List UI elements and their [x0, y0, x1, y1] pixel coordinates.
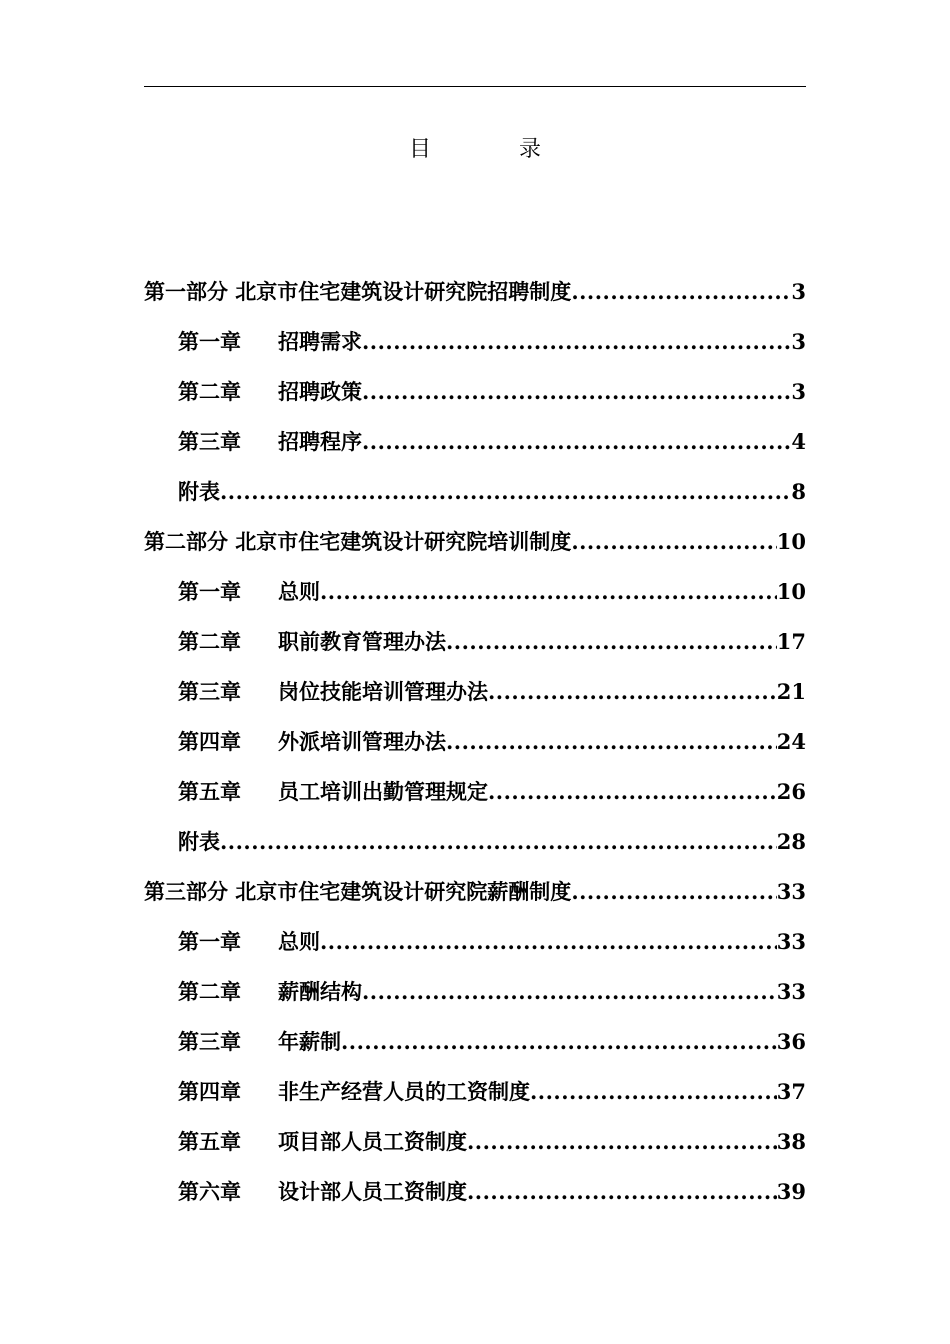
- toc-dot-leader: [220, 478, 791, 506]
- toc-title-left: 目: [408, 137, 431, 162]
- toc-page-number: 3: [791, 279, 806, 304]
- toc-dot-leader: [467, 1128, 777, 1156]
- toc-dot-leader: [488, 778, 777, 806]
- toc-dot-leader: [571, 878, 776, 906]
- toc-chapter-number: 第一章: [178, 329, 241, 354]
- toc-part-entry[interactable]: [144, 506, 806, 556]
- toc-dot-leader: [320, 928, 777, 956]
- toc-entry-label: [178, 728, 446, 756]
- toc-chapter-number: 第六章: [178, 1179, 241, 1204]
- toc-title: [0, 136, 950, 164]
- toc-entry-text: 总则: [278, 579, 320, 604]
- toc-chapter-entry[interactable]: [144, 1106, 806, 1156]
- toc-chapter-number: 第二章: [178, 629, 241, 654]
- toc-dot-leader: [571, 528, 776, 556]
- toc-chapter-number: 第三章: [178, 429, 241, 454]
- toc-page-number: 33: [776, 879, 806, 904]
- toc-chapter-number: 第四章: [178, 729, 241, 754]
- toc-page-number: 33: [776, 979, 806, 1004]
- toc-entry-label: [178, 678, 488, 706]
- toc-title-right: 录: [519, 137, 542, 162]
- toc-page-number: 10: [776, 579, 806, 604]
- toc-chapter-number: 第二章: [178, 379, 241, 404]
- toc-entry-text: 附表: [178, 829, 220, 854]
- toc-page-number: 3: [791, 379, 806, 404]
- toc-entry-text: 第一部分 北京市住宅建筑设计研究院招聘制度: [144, 279, 572, 304]
- toc-part-entry[interactable]: [144, 856, 806, 906]
- toc-dot-leader: [530, 1078, 777, 1106]
- toc-chapter-entry[interactable]: [144, 956, 806, 1006]
- toc-page-number: 37: [776, 1079, 806, 1104]
- toc-page-number: 36: [776, 1029, 806, 1054]
- toc-entry-label: [178, 628, 446, 656]
- toc-entry-text: 年薪制: [278, 1029, 341, 1054]
- toc-page-number: 17: [776, 629, 806, 654]
- toc-dot-leader: [320, 578, 777, 606]
- toc-dot-leader: [488, 678, 777, 706]
- toc-entry-label: [144, 528, 571, 556]
- toc-dot-leader: [362, 378, 791, 406]
- toc-page-number: 28: [776, 829, 806, 854]
- toc-entry-text: 岗位技能培训管理办法: [278, 679, 488, 704]
- toc-page-number: 24: [776, 729, 806, 754]
- toc-entry-label: [178, 828, 220, 856]
- toc-entry-text: 员工培训出勤管理规定: [278, 779, 488, 804]
- toc-entry-label: [178, 478, 220, 506]
- toc-dot-leader: [446, 628, 777, 656]
- toc-chapter-number: 第三章: [178, 1029, 241, 1054]
- toc-entry-label: [178, 1128, 467, 1156]
- toc-dot-leader: [220, 828, 777, 856]
- toc-chapter-entry[interactable]: [144, 356, 806, 406]
- toc-chapter-entry[interactable]: [144, 906, 806, 956]
- toc-part-entry[interactable]: [144, 256, 806, 306]
- toc-page-number: 33: [776, 929, 806, 954]
- toc-chapter-number: 第一章: [178, 579, 241, 604]
- toc-entry-label: [178, 1028, 341, 1056]
- toc-chapter-number: 第三章: [178, 679, 241, 704]
- toc-page-number: 21: [776, 679, 806, 704]
- toc-entry-text: 总则: [278, 929, 320, 954]
- toc-dot-leader: [362, 428, 791, 456]
- toc-chapter-number: 第五章: [178, 1129, 241, 1154]
- toc-entry-label: [178, 1078, 530, 1106]
- toc-entry-text: 设计部人员工资制度: [278, 1179, 467, 1204]
- toc-dot-leader: [467, 1178, 777, 1206]
- toc-dot-leader: [362, 328, 791, 356]
- toc-page-number: 26: [776, 779, 806, 804]
- toc-entry-label: [178, 428, 362, 456]
- toc-chapter-entry[interactable]: [144, 606, 806, 656]
- toc-entry-label: [178, 1178, 467, 1206]
- toc-entry-label: [178, 928, 320, 956]
- toc-chapter-entry[interactable]: [144, 306, 806, 356]
- toc-chapter-number: 第四章: [178, 1079, 241, 1104]
- toc-page-number: 10: [776, 529, 806, 554]
- toc-chapter-entry[interactable]: [144, 806, 806, 856]
- toc-entry-label: [178, 578, 320, 606]
- toc-entry-label: [144, 878, 571, 906]
- toc-dot-leader: [341, 1028, 777, 1056]
- toc-page-number: 3: [791, 329, 806, 354]
- toc-chapter-entry[interactable]: [144, 1156, 806, 1206]
- toc-chapter-entry[interactable]: [144, 1006, 806, 1056]
- toc-chapter-entry[interactable]: [144, 706, 806, 756]
- toc-chapter-number: 第一章: [178, 929, 241, 954]
- toc-chapter-entry[interactable]: [144, 406, 806, 456]
- toc-dot-leader: [362, 978, 777, 1006]
- toc-chapter-number: 第二章: [178, 979, 241, 1004]
- toc-entry-label: [178, 778, 488, 806]
- toc-chapter-entry[interactable]: [144, 456, 806, 506]
- toc-page-number: 4: [791, 429, 806, 454]
- toc-chapter-entry[interactable]: [144, 556, 806, 606]
- toc-entry-text: 第三部分 北京市住宅建筑设计研究院薪酬制度: [144, 879, 572, 904]
- toc-entry-label: [178, 328, 362, 356]
- toc-dot-leader: [571, 278, 791, 306]
- toc-entry-label: [144, 278, 571, 306]
- toc-entry-text: 项目部人员工资制度: [278, 1129, 467, 1154]
- toc-entry-label: [178, 378, 362, 406]
- toc-chapter-entry[interactable]: [144, 656, 806, 706]
- toc-list: [144, 256, 806, 1206]
- toc-entry-text: 非生产经营人员的工资制度: [278, 1079, 530, 1104]
- toc-page-number: 8: [791, 479, 806, 504]
- header-rule: [144, 86, 806, 87]
- toc-entry-text: 外派培训管理办法: [278, 729, 446, 754]
- toc-chapter-number: 第五章: [178, 779, 241, 804]
- toc-entry-text: 职前教育管理办法: [278, 629, 446, 654]
- toc-entry-text: 招聘程序: [278, 429, 362, 454]
- toc-chapter-entry[interactable]: [144, 756, 806, 806]
- toc-chapter-entry[interactable]: [144, 1056, 806, 1106]
- toc-entry-label: [178, 978, 362, 1006]
- toc-entry-text: 第二部分 北京市住宅建筑设计研究院培训制度: [144, 529, 572, 554]
- toc-entry-text: 招聘需求: [278, 329, 362, 354]
- toc-entry-text: 附表: [178, 479, 220, 504]
- toc-entry-text: 招聘政策: [278, 379, 362, 404]
- toc-page-number: 38: [776, 1129, 806, 1154]
- toc-dot-leader: [446, 728, 777, 756]
- toc-entry-text: 薪酬结构: [278, 979, 362, 1004]
- toc-page-number: 39: [776, 1179, 806, 1204]
